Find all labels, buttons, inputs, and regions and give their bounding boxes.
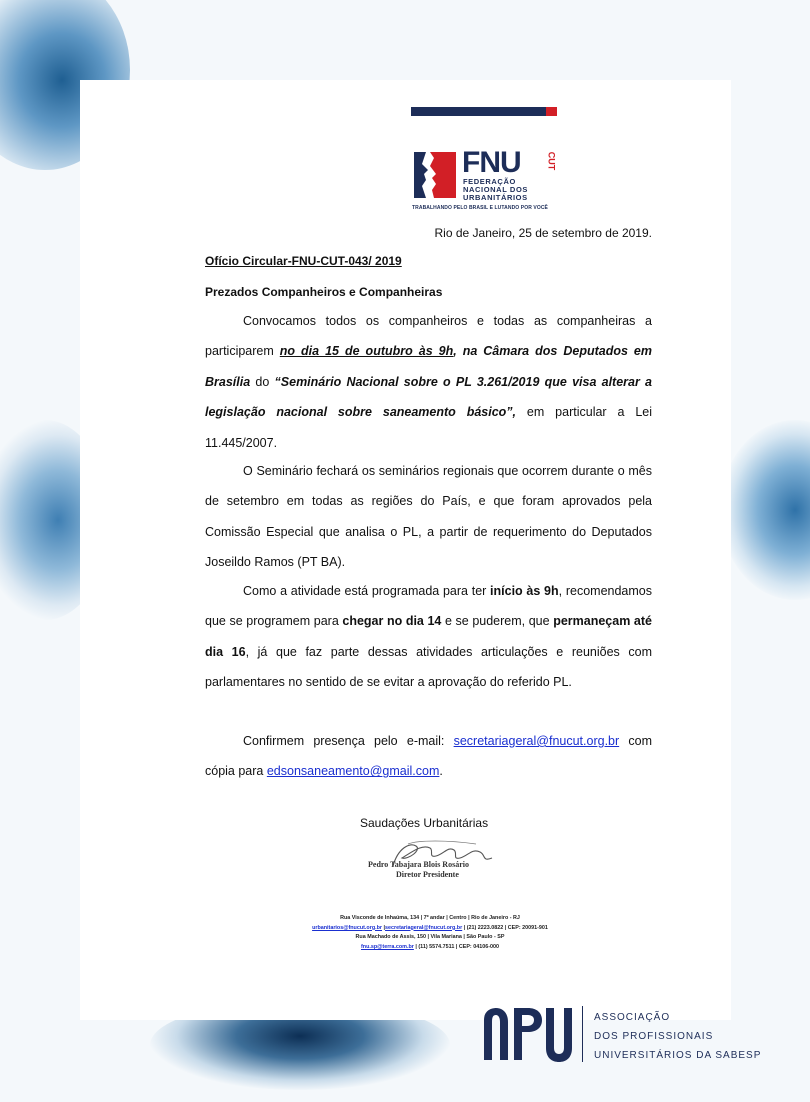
p1-text: do [250,374,275,389]
fnu-emblem-icon [412,150,458,200]
footer-contact-rj [260,924,600,934]
signer-name: Pedro Tabajara Blois Rosário [368,860,469,869]
water-drop-decoration [720,420,810,600]
paragraph-schedule [205,576,652,698]
footer-phone-sp: | (11) 5574.7511 | CEP: 04106-000 [413,943,500,950]
apu-logo [480,1004,762,1066]
footer-email-sp[interactable]: fnu.sp@terra.com.br [360,943,414,950]
logo-cut-label: CUT [546,151,557,171]
email-link-edson[interactable]: edsonsaneamento@gmail.com [266,764,440,779]
apu-name-line: UNIVERSITÁRIOS DA SABESP [594,1050,762,1061]
p4-text: . [439,764,443,779]
letter-footer [260,914,600,952]
p3-text: , recomendamos que se programem para [205,584,652,629]
fnu-logo [410,146,560,214]
footer-contact-sp [260,943,600,953]
p1-seminar-title: “Seminário Nacional sobre o PL 3.261/2019 que visa alterar a legislação nacional sobre saneamento básico”, [205,374,653,420]
footer-sep: | [382,924,386,931]
logo-tagline: TRABALHANDO PELO BRASIL E LUTANDO POR VOCÊ [412,205,548,211]
logo-federation-name [463,178,528,202]
footer-email-secretaria[interactable]: secretariageral@fnucut.org.br [385,924,463,931]
signature-block [358,838,500,888]
letter-page [80,80,731,1020]
logo-cut-text [542,150,557,171]
logo-fnu-text: FNU [462,146,521,179]
p3-text: , já que faz parte dessas atividades articulações e reuniões com parlamentares no sentido de se evitar a aprovação do referido PL. [205,644,653,690]
p1-text: em particular a Lei 11.445/2007. [205,405,652,450]
p3-text: Como a atividade está programada para ter [243,584,491,598]
letter-closing: Saudações Urbanitárias [360,816,489,830]
paragraph-confirmation [205,726,652,787]
letter-reference: Ofício Circular-FNU-CUT-043/ 2019 [205,254,402,268]
footer-address-sp: Rua Machado de Assis, 150 | Vila Mariana | São Paulo - SP [355,934,505,941]
letter-greeting: Prezados Companheiros e Companheiras [205,285,443,299]
signer-role: Diretor Presidente [396,870,459,879]
email-link-secretaria[interactable]: secretariageral@fnucut.org.br [453,734,620,748]
footer-address-rj: Rua Visconde de Inhaúma, 134 | 7º andar | Centro | Rio de Janeiro - RJ [340,915,520,921]
p1-location-emphasis: , na Câmara dos Deputados em Brasília [205,344,652,389]
header-bar-accent [546,107,557,116]
logo-name-line: NACIONAL DOS [463,185,528,194]
apu-monogram-icon [480,1006,572,1062]
apu-name-line: ASSOCIAÇÃO [594,1012,671,1023]
p1-date-emphasis: no dia 15 de outubro às 9h [279,344,454,359]
apu-divider [582,1006,583,1062]
p2-text: O Seminário fechará os seminários regionais que ocorrem durante o mês de setembro em todas as regiões do País, e que foram aprovados pela Comissão Especial que analisa o PL, a partir de requerimento do Deputados Joseildo Ramos (PT BA). [205,464,652,570]
apu-name [594,1008,761,1065]
logo-name-line: URBANITÁRIOS [463,193,528,202]
p4-text: Confirmem presença pelo e-mail: [243,734,454,748]
p4-text: com cópia para [205,734,652,779]
p1-text: Convocamos todos os companheiros e todas as companheiras a participarem [205,314,652,359]
p3-stay-emphasis: permaneçam até dia 16 [205,614,652,659]
header-bar [411,107,557,116]
apu-name-line: DOS PROFISSIONAIS [594,1031,714,1042]
logo-name-line: FEDERAÇÃO [463,177,516,186]
p3-arrive-emphasis: chegar no dia 14 [342,614,442,629]
p3-text: e se puderem, que [441,614,554,629]
paragraph-convocation [205,306,652,458]
footer-email-urbanitarios[interactable]: urbanitarios@fnucut.org.br [312,924,383,931]
footer-phone-rj: | (21) 2223.0822 | CEP: 20091-901 [462,924,548,931]
paragraph-seminar [205,456,652,578]
letter-date: Rio de Janeiro, 25 de setembro de 2019. [434,226,652,240]
p3-start-emphasis: início às 9h [490,584,559,598]
